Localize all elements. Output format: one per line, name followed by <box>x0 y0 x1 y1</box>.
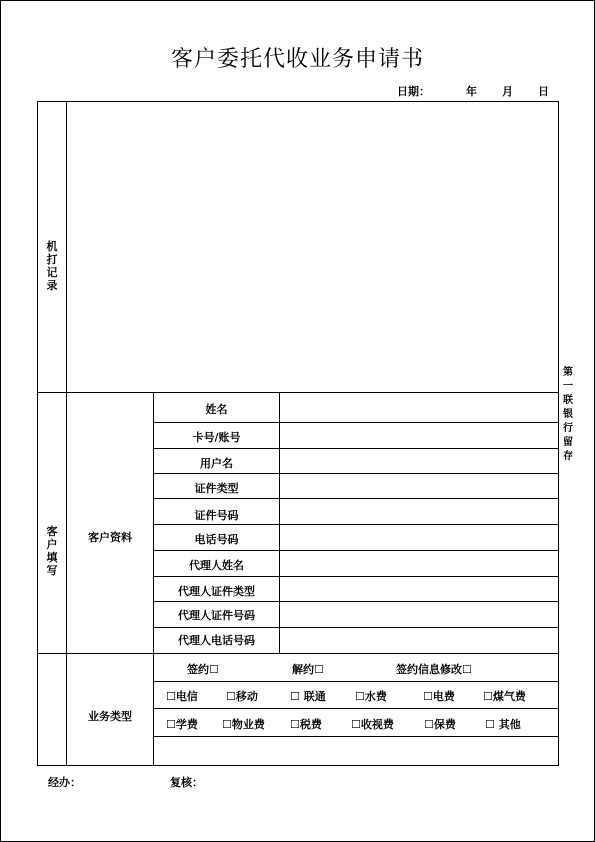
copy-note: 第一联银行留存 <box>563 367 573 462</box>
machine-record-area <box>67 102 558 392</box>
username-label: 用户名 <box>200 457 233 470</box>
tuition-checkbox[interactable]: ☐学费 <box>166 718 198 731</box>
customer-info-label: 客户资料 <box>88 531 132 544</box>
agent-id-type-label: 代理人证件类型 <box>178 585 255 598</box>
form-title: 客户委托代收业务申请书 <box>170 47 424 72</box>
sign-checkbox[interactable]: 签约☐ <box>187 663 219 676</box>
phone-number-field[interactable] <box>280 525 558 550</box>
unicom-checkbox[interactable]: ☐ 联通 <box>290 690 326 703</box>
water-checkbox[interactable]: ☐水费 <box>355 690 387 703</box>
insurance-checkbox[interactable]: ☐保费 <box>424 718 456 731</box>
account-number-field[interactable] <box>280 423 558 448</box>
name-label: 姓名 <box>205 403 228 416</box>
agent-id-number-label: 代理人证件号码 <box>178 609 255 622</box>
cancel-checkbox[interactable]: 解约☐ <box>292 663 324 676</box>
day-label: 日 <box>538 85 549 98</box>
agent-name-field[interactable] <box>280 551 558 576</box>
id-number-label: 证件号码 <box>194 509 239 522</box>
agent-phone-field[interactable] <box>280 628 558 653</box>
account-number-label: 卡号/账号 <box>192 431 241 444</box>
tv-fee-checkbox[interactable]: ☐收视费 <box>351 718 394 731</box>
table-left-border <box>37 101 38 766</box>
customer-fill-label: 客户填写 <box>46 525 58 577</box>
property-fee-checkbox[interactable]: ☐物业费 <box>222 718 265 731</box>
id-type-field[interactable] <box>280 474 558 498</box>
modify-info-checkbox[interactable]: 签约信息修改☐ <box>396 663 472 676</box>
phone-number-label: 电话号码 <box>194 533 239 546</box>
id-type-label: 证件类型 <box>194 482 239 495</box>
telecom-checkbox[interactable]: ☐电信 <box>166 690 198 703</box>
business-type-label: 业务类型 <box>88 710 132 723</box>
username-field[interactable] <box>280 449 558 473</box>
other-checkbox[interactable]: ☐ 其他 <box>485 718 521 731</box>
section-separator-2 <box>37 653 559 654</box>
id-number-field[interactable] <box>280 499 558 524</box>
name-field[interactable] <box>280 393 558 422</box>
handler-label: 经办： <box>48 776 81 789</box>
agent-id-number-field[interactable] <box>280 602 558 627</box>
row-line <box>153 736 559 737</box>
table-right-border <box>558 101 559 766</box>
gas-checkbox[interactable]: ☐煤气费 <box>483 690 526 703</box>
electricity-checkbox[interactable]: ☐电费 <box>423 690 455 703</box>
row-line <box>153 708 559 709</box>
table-bottom-border <box>37 765 559 766</box>
mobile-checkbox[interactable]: ☐移动 <box>226 690 258 703</box>
machine-record-label: 机打记录 <box>46 240 58 292</box>
reviewer-label: 复核： <box>170 776 203 789</box>
tax-checkbox[interactable]: ☐税费 <box>290 718 322 731</box>
agent-id-type-field[interactable] <box>280 577 558 601</box>
year-label: 年 <box>466 85 477 98</box>
date-label: 日期： <box>397 85 430 98</box>
agent-name-label: 代理人姓名 <box>189 559 244 572</box>
agent-phone-label: 代理人电话号码 <box>178 634 255 647</box>
month-label: 月 <box>502 85 513 98</box>
row-line <box>153 681 559 682</box>
